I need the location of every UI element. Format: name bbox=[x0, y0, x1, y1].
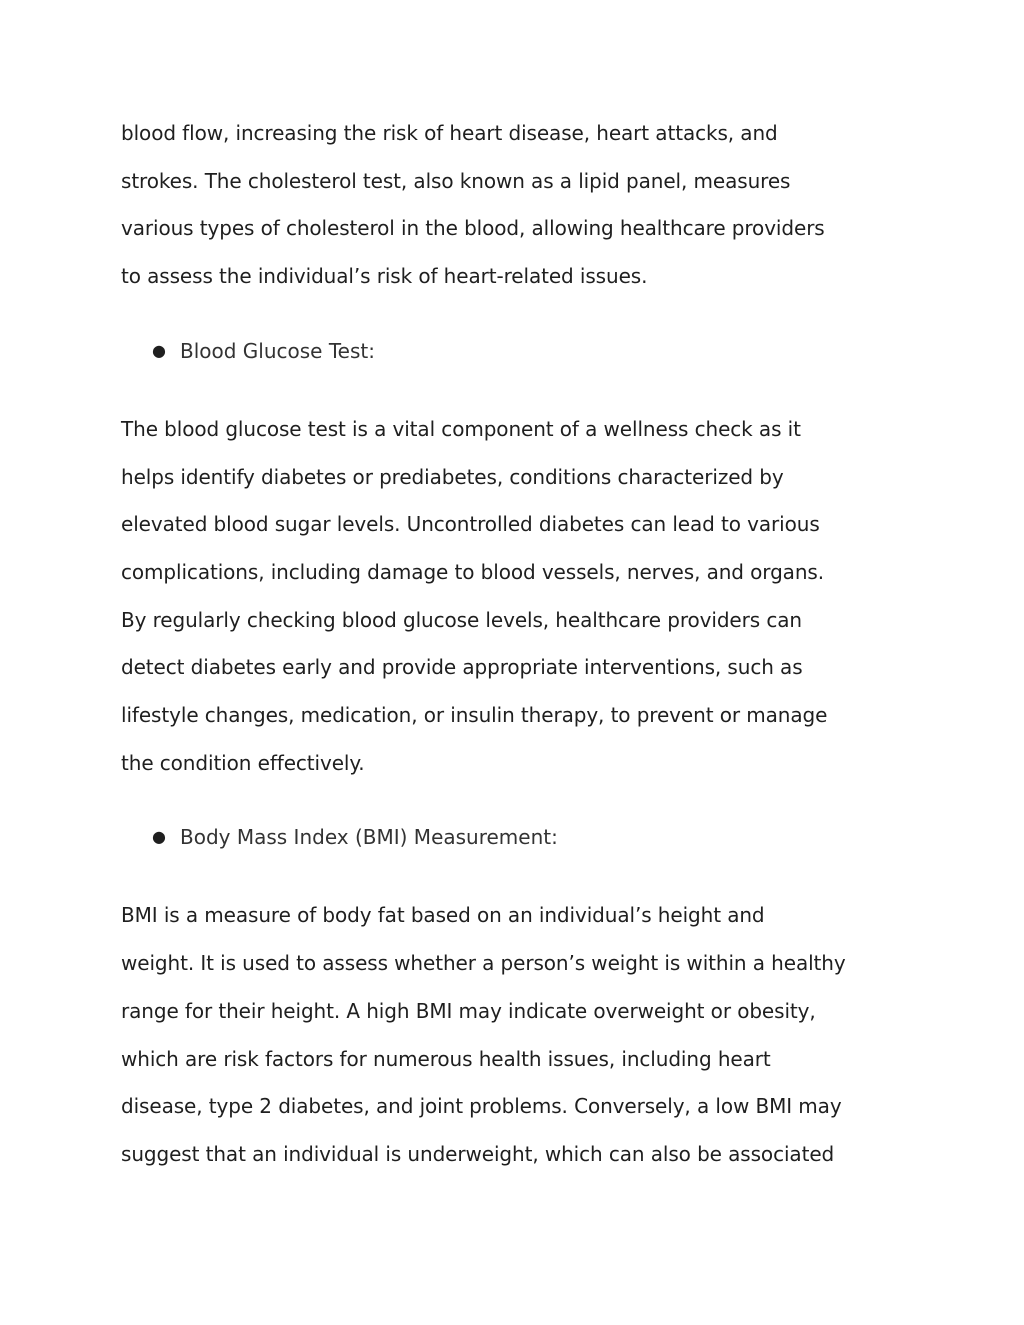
text-line: suggest that an individual is underweight, which can also be associated bbox=[121, 1141, 835, 1166]
text-line: The blood glucose test is a vital component of a wellness check as it bbox=[121, 416, 801, 441]
text-line: detect diabetes early and provide appropriate interventions, such as bbox=[121, 655, 803, 680]
bullet-bmi-measurement bbox=[121, 813, 921, 861]
text-line: BMI is a measure of body fat based on an individual’s height and bbox=[121, 903, 765, 928]
text-line: strokes. The cholesterol test, also known as a lipid panel, measures bbox=[121, 168, 791, 193]
text-line: range for their height. A high BMI may indicate overweight or obesity, bbox=[121, 998, 816, 1023]
paragraph-blood-glucose bbox=[121, 406, 921, 788]
text-line: helps identify diabetes or prediabetes, conditions characterized by bbox=[121, 464, 784, 489]
bullet-heading: Body Mass Index (BMI) Measurement: bbox=[180, 825, 558, 850]
text-line: to assess the individual’s risk of heart-related issues. bbox=[121, 264, 648, 289]
text-line: disease, type 2 diabetes, and joint problems. Conversely, a low BMI may bbox=[121, 1094, 842, 1119]
text-line: which are risk factors for numerous health issues, including heart bbox=[121, 1046, 771, 1071]
bullet-marker: ● bbox=[152, 827, 166, 847]
bullet-marker: ● bbox=[152, 340, 166, 360]
text-line: blood flow, increasing the risk of heart disease, heart attacks, and bbox=[121, 121, 778, 145]
text-line: complications, including damage to blood vessels, nerves, and organs. bbox=[121, 559, 824, 584]
text-line: weight. It is used to assess whether a person’s weight is within a healthy bbox=[121, 951, 846, 976]
text-line: lifestyle changes, medication, or insulin therapy, to prevent or manage bbox=[121, 703, 828, 728]
document-body bbox=[121, 110, 921, 1179]
bullet-heading: Blood Glucose Test: bbox=[180, 338, 375, 363]
text-line: various types of cholesterol in the blood, allowing healthcare providers bbox=[121, 216, 825, 241]
bullet-blood-glucose-test bbox=[121, 327, 921, 375]
paragraph-bmi bbox=[121, 892, 921, 1178]
paragraph-cholesterol-continued bbox=[121, 110, 921, 301]
text-line: elevated blood sugar levels. Uncontrolled diabetes can lead to various bbox=[121, 512, 820, 537]
text-line: the condition effectively. bbox=[121, 750, 365, 775]
text-line: By regularly checking blood glucose levels, healthcare providers can bbox=[121, 607, 802, 632]
